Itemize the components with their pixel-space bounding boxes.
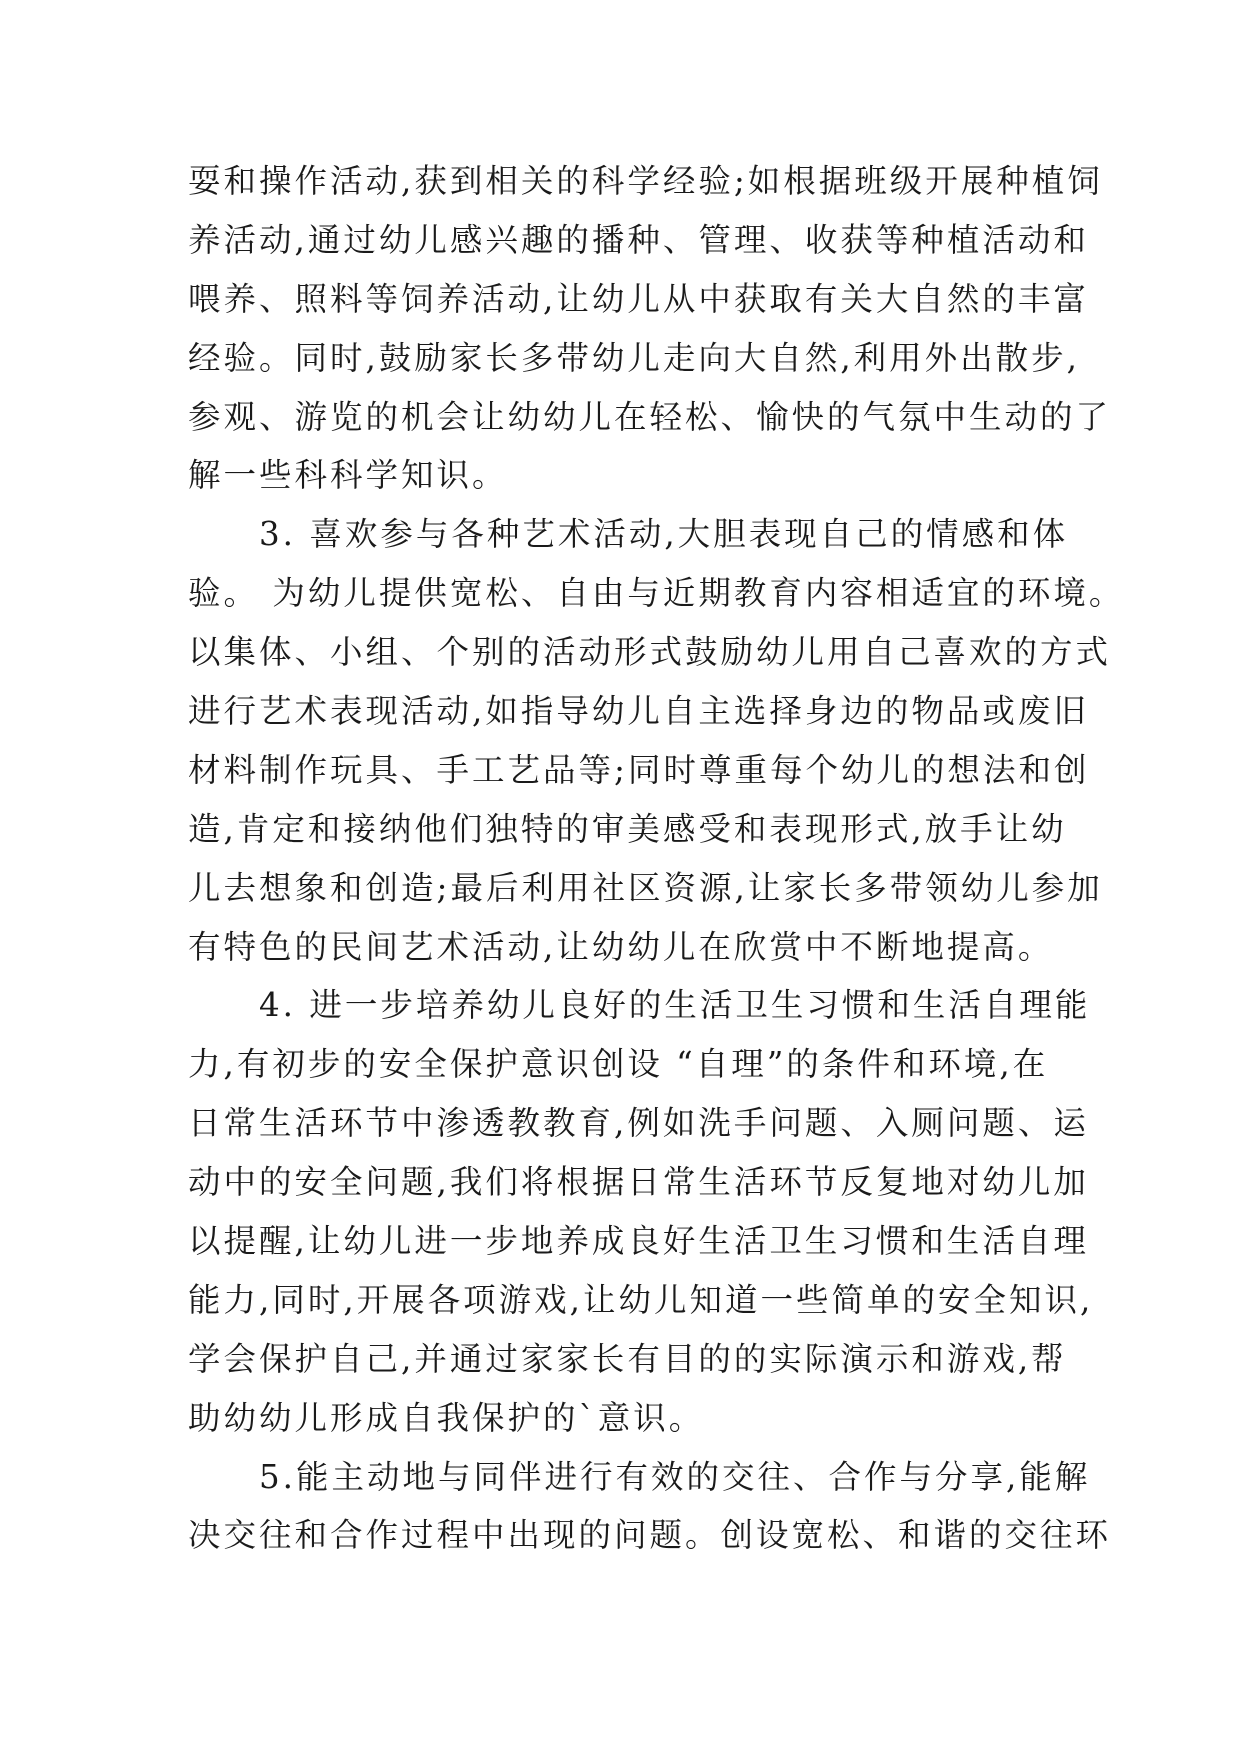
text-line: 材料制作玩具、手工艺品等;同时尊重每个幼儿的想法和创 xyxy=(188,750,1090,789)
text-line: 儿去想象和创造;最后利用社区资源,让家长多带领幼儿参加 xyxy=(188,868,1103,907)
body-text xyxy=(188,152,1125,1565)
text-line: 学会保护自己,并通过家家长有目的的实际演示和游戏,帮 xyxy=(188,1339,1067,1378)
text-line: 日常生活环节中渗透教教育,例如洗手问题、入厕问题、运 xyxy=(188,1104,1089,1143)
text-line: 决交往和合作过程中出现的问题。创设宽松、和谐的交往环 xyxy=(188,1516,1112,1555)
text-line: 解一些科科学知识。 xyxy=(188,456,508,495)
text-line: 参观、游览的机会让幼幼儿在轻松、愉快的气氛中生动的了 xyxy=(188,397,1112,436)
text-line: 进行艺术表现活动,如指导幼儿自主选择身边的物品或废旧 xyxy=(188,692,1089,731)
text-line: 4. 进一步培养幼儿良好的生活卫生习惯和生活自理能 xyxy=(188,986,1091,1025)
text-line: 经验。同时,鼓励家长多带幼儿走向大自然,利用外出散步, xyxy=(188,338,1080,377)
text-line: 能力,同时,开展各项游戏,让幼儿知道一些简单的安全知识, xyxy=(188,1280,1094,1319)
text-line: 动中的安全问题,我们将根据日常生活环节反复地对幼儿加 xyxy=(188,1163,1089,1202)
text-line: 喂养、照料等饲养活动,让幼儿从中获取有关大自然的丰富 xyxy=(188,279,1089,318)
text-line: 养活动,通过幼儿感兴趣的播种、管理、收获等种植活动和 xyxy=(188,220,1089,259)
text-line: 造,肯定和接纳他们独特的审美感受和表现形式,放手让幼 xyxy=(188,809,1067,848)
text-line: 助幼幼儿形成自我保护的`意识。 xyxy=(188,1398,705,1437)
text-line: 力,有初步的安全保护意识创设 “自理”的条件和环境,在 xyxy=(188,1045,1049,1084)
text-line: 以提醒,让幼儿进一步地养成良好生活卫生习惯和生活自理 xyxy=(188,1222,1089,1261)
text-line: 5.能主动地与同伴进行有效的交往、合作与分享,能解 xyxy=(188,1457,1091,1496)
text-line: 耍和操作活动,获到相关的科学经验;如根据班级开展种植饲 xyxy=(188,162,1103,200)
text-line: 以集体、小组、个别的活动形式鼓励幼儿用自己喜欢的方式 xyxy=(188,633,1112,672)
text-line: 有特色的民间艺术活动,让幼幼儿在欣赏中不断地提高。 xyxy=(188,927,1054,966)
text-line: 3. 喜欢参与各种艺术活动,大胆表现自己的情感和体 xyxy=(188,515,1069,554)
text-line: 验。 为幼儿提供宽松、自由与近期教育内容相适宜的环境。 xyxy=(188,574,1125,613)
